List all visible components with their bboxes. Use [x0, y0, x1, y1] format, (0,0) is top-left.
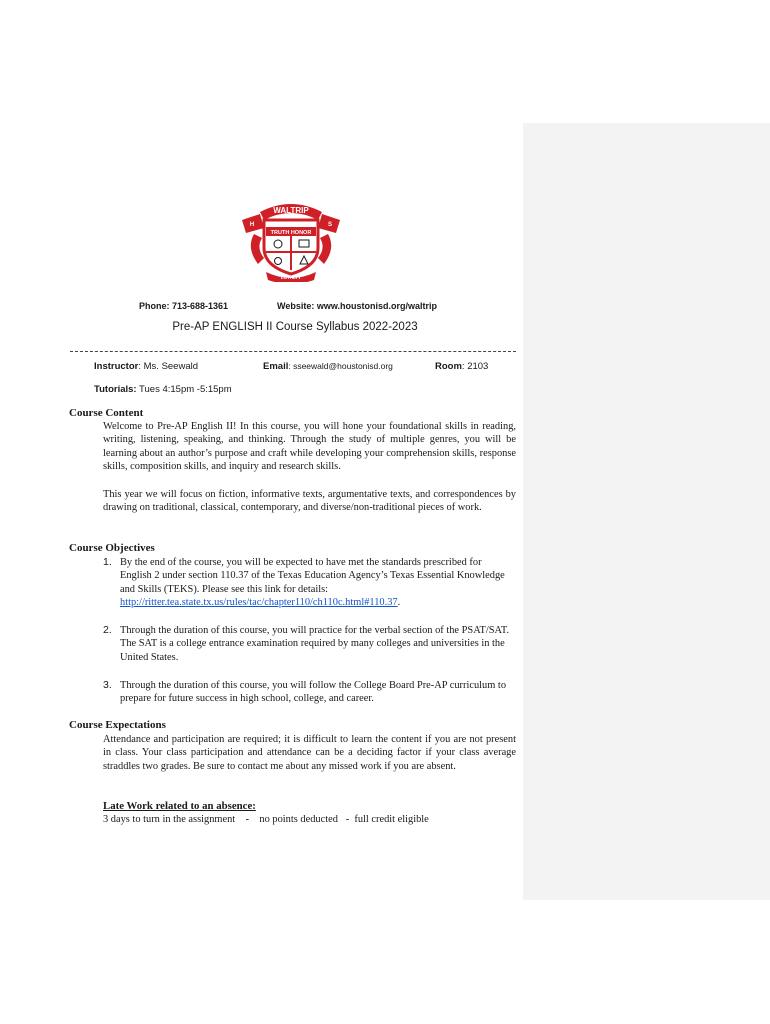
- waltrip-logo: [238, 198, 344, 282]
- email-info: [263, 361, 393, 372]
- objective-item: [103, 624, 513, 664]
- late-work-line: 3 days to turn in the assignment - no points deducted - full credit eligible: [103, 814, 429, 825]
- course-objectives-heading: Course Objectives: [69, 542, 155, 554]
- objective-text: Through the duration of this course, you will practice for the verbal section of the PSAT/SAT. The SAT is a college entrance examination required by many colleges and universities in the United States.: [120, 625, 510, 663]
- logo-shield-text: TRUTH HONOR: [270, 230, 312, 236]
- course-expectations-heading: Course Expectations: [69, 719, 166, 731]
- objective-text: [120, 556, 513, 610]
- page-title: Pre-AP ENGLISH II Course Syllabus 2022-2023: [172, 321, 418, 333]
- header-divider: [70, 351, 516, 352]
- objective-item: [103, 556, 513, 610]
- objective-item: [103, 679, 513, 706]
- objective-text-body: By the end of the course, you will be expected to have met the standards prescribed for English 2 under section 110.37 of the Texas Education Agency’s Texas Essential Knowledge and Skills (TEKS). Please see this link for details:: [120, 557, 505, 595]
- tutorials-info: [94, 384, 232, 395]
- objective-number: 2.: [103, 624, 112, 636]
- email-label: Email: [263, 361, 289, 372]
- logo-banner-text: WALTRIP: [273, 206, 309, 215]
- instructor-value: : Ms. Seewald: [138, 361, 199, 372]
- email-value: : sseewald@houstonisd.org: [288, 361, 393, 371]
- course-content-paragraph-1: Welcome to Pre-AP English II! In this course, you will hone your foundational skills in reading, writing, listening, speaking, and thinking. Through the study of multiple genres, you will be learning about an author’s purpose and craft while developing your comprehension skills, response skills, composition skills, and inquiry and research skills.: [103, 421, 516, 473]
- objective-number: 3.: [103, 679, 112, 691]
- course-content-paragraph-2: This year we will focus on fiction, informative texts, argumentative texts, and correspondences by drawing on traditional, classical, contemporary, and diverse/non-traditional pieces of work.: [103, 489, 516, 514]
- tutorials-value: Tues 4:15pm -5:15pm: [139, 384, 232, 395]
- objective-text: Through the duration of this course, you will follow the College Board Pre-AP curriculum to prepare for future success in high school, college, and career.: [120, 680, 507, 705]
- objective-number: 1.: [103, 556, 112, 568]
- teks-link[interactable]: http://ritter.tea.state.tx.us/rules/tac/chapter110/ch110c.html#110.37: [120, 597, 398, 609]
- objective-link-period: .: [397, 597, 401, 609]
- logo-right-letter: S: [327, 222, 333, 228]
- instructor-label: Instructor: [94, 361, 139, 372]
- comment-pane: [523, 123, 770, 900]
- phone-label: Phone: 713-688-1361: [139, 301, 229, 311]
- room-value: : 2103: [461, 361, 489, 372]
- room-label: Room: [435, 361, 462, 372]
- tutorials-label: Tutorials:: [94, 384, 137, 395]
- instructor-info: [94, 361, 198, 372]
- course-expectations-paragraph: Attendance and participation are required; it is difficult to learn the content if you are not present in class. Your class participation and attendance can be a deciding factor if your class average straddles two grades. Be sure to contact me about any missed work if you are absent.: [103, 734, 516, 772]
- room-info: [435, 361, 488, 372]
- course-content-heading: Course Content: [69, 407, 144, 419]
- logo-bottom-text: LOYALTY: [280, 275, 302, 280]
- logo-left-letter: H: [249, 222, 255, 228]
- website-label: Website: www.houstonisd.org/waltrip: [277, 301, 438, 311]
- late-work-title: Late Work related to an absence:: [103, 800, 256, 812]
